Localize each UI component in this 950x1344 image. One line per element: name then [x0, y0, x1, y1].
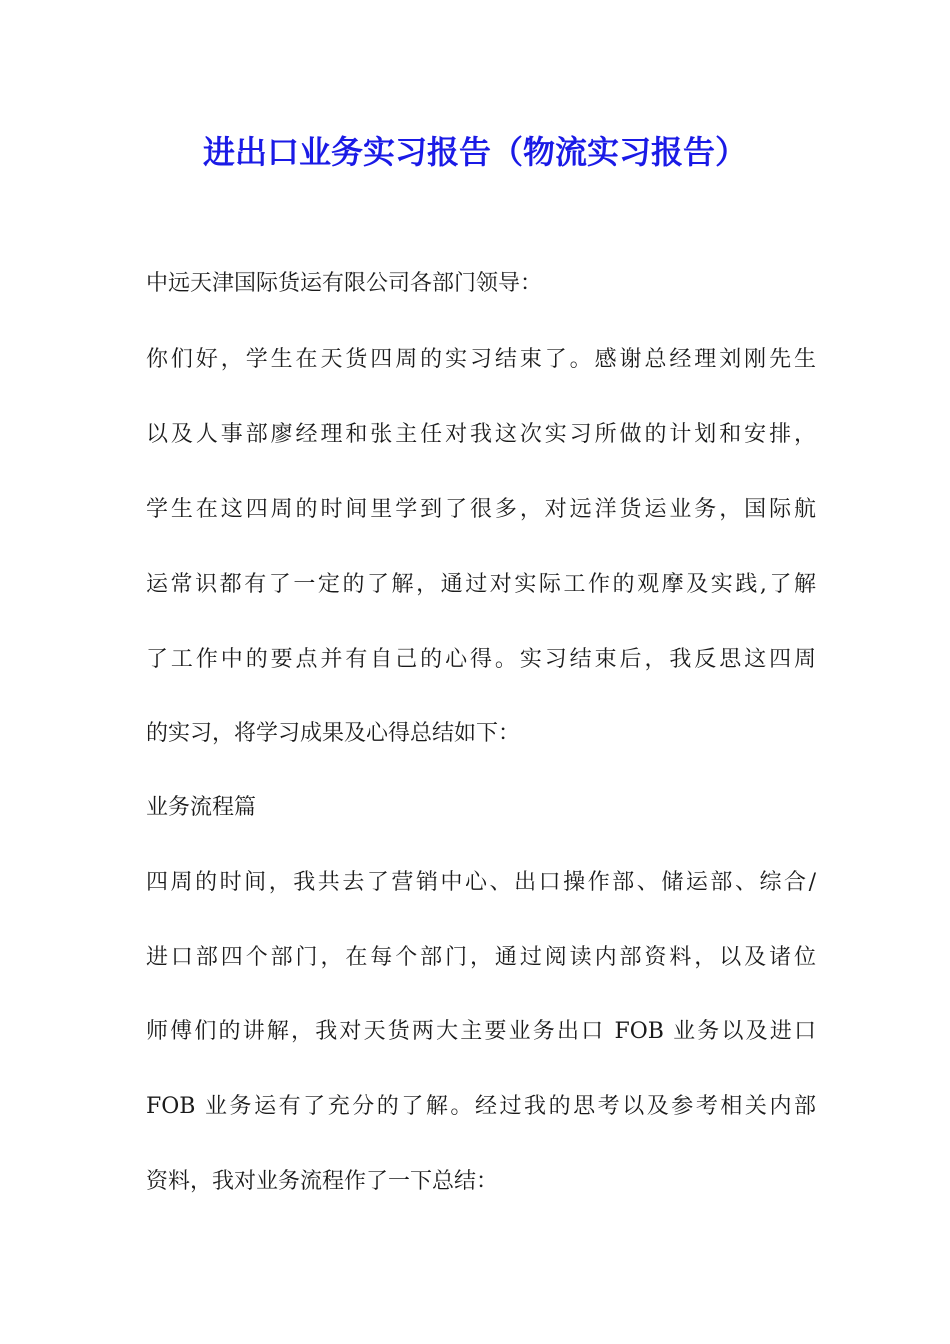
document-title: 进出口业务实习报告（物流实习报告） [202, 133, 747, 171]
body-line: 进口部四个部门，在每个部门，通过阅读内部资料，以及诸位 [146, 945, 816, 970]
body-line: FOB 业务运有了充分的了解。经过我的思考以及参考相关内部 [146, 1094, 816, 1119]
body-line: 的实习，将学习成果及心得总结如下： [146, 721, 521, 746]
section-heading: 业务流程篇 [146, 795, 257, 820]
body-line: 学生在这四周的时间里学到了很多，对远洋货运业务，国际航 [146, 497, 816, 522]
body-line: 你们好，学生在天货四周的实习结束了。感谢总经理刘刚先生 [146, 347, 816, 372]
body-line: 师傅们的讲解，我对天货两大主要业务出口 FOB 业务以及进口 [146, 1019, 816, 1044]
body-line: 四周的时间，我共去了营销中心、出口操作部、储运部、综合/ [146, 870, 816, 895]
body-line: 了工作中的要点并有自己的心得。实习结束后，我反思这四周 [146, 647, 816, 672]
body-line: 以及人事部廖经理和张主任对我这次实习所做的计划和安排， [146, 422, 816, 447]
salutation-line: 中远天津国际货运有限公司各部门领导： [146, 271, 543, 296]
body-line: 资料，我对业务流程作了一下总结： [146, 1169, 499, 1194]
body-line: 运常识都有了一定的了解，通过对实际工作的观摩及实践,了解 [146, 572, 816, 597]
